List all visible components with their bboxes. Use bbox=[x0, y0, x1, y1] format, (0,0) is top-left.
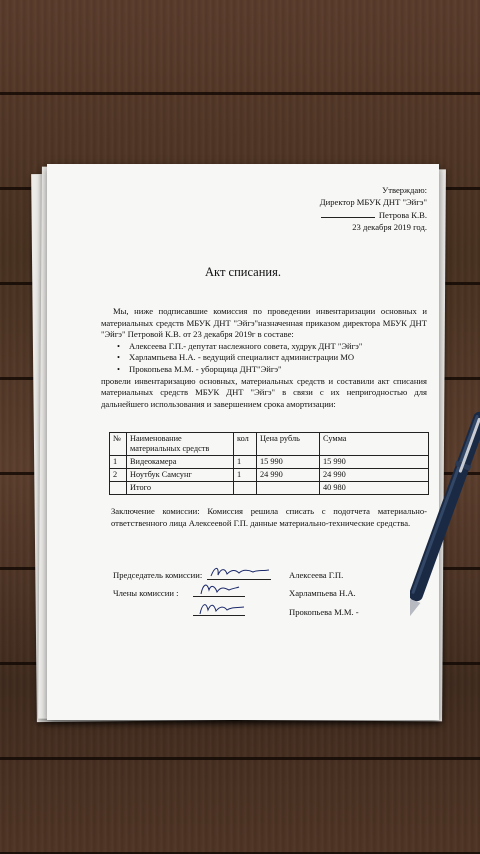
approval-line-3: Петрова К.В. bbox=[378, 209, 427, 220]
chair-name: Алексеева Г.П. bbox=[289, 570, 344, 580]
table-cell: Видеокамера bbox=[127, 455, 234, 468]
inventory-table bbox=[109, 432, 429, 495]
after-members-paragraph: провели инвентаризацию основных, материальных средств и составили акт списания материальных средств МБУК ДНТ "Эйгэ" в связи с их непригодностью для дальнейшего использования и завершением срока амортизации: bbox=[101, 375, 427, 409]
table-cell: 15 990 bbox=[257, 455, 320, 468]
total-value: 40 980 bbox=[320, 481, 429, 494]
table-total-row bbox=[110, 481, 429, 494]
column-header: Сумма bbox=[320, 433, 429, 456]
column-header: № bbox=[110, 433, 127, 456]
approval-line-1: Утверждаю: bbox=[382, 185, 427, 195]
chair-label: Председатель комиссии: bbox=[113, 570, 203, 580]
list-item: • Харлампьева Н.А. - ведущий специалист администрации МО bbox=[101, 352, 427, 364]
table-cell: 24 990 bbox=[257, 468, 320, 481]
intro-paragraph: Мы, ниже подписавшие комиссия по проведении инвентаризации основных и материальных средств МБУК ДНТ "Эйгэ"назначенная приказом директора МБУК ДНТ "Эйгэ" Петровой К.В. от 23 декабря 2019г в составе: bbox=[101, 306, 427, 340]
commission-members-list bbox=[101, 341, 427, 376]
members-label: Члены комиссии : bbox=[113, 588, 179, 598]
table-cell: 1 bbox=[234, 468, 257, 481]
table-cell: 24 990 bbox=[320, 468, 429, 481]
signature-line bbox=[321, 217, 375, 218]
conclusion-paragraph: Заключение комиссии: Комиссия решила списать с подотчета материально-ответственного лица Алексеевой Г.П. данные материально-технические средства. bbox=[111, 506, 427, 528]
member2-name: Прокопьева М.М. - bbox=[289, 607, 359, 617]
document-body bbox=[101, 306, 427, 410]
table-cell: Ноутбук Самсунг bbox=[127, 468, 234, 481]
table-cell: 2 bbox=[110, 468, 127, 481]
table-row bbox=[110, 468, 429, 481]
document-page bbox=[47, 164, 439, 720]
column-header: кол bbox=[234, 433, 257, 456]
table-header-row bbox=[110, 433, 429, 456]
approval-line-2: Директор МБУК ДНТ "Эйгэ" bbox=[319, 197, 427, 208]
member2-signature-scribble bbox=[197, 598, 247, 618]
column-header: Наименование материальных средств bbox=[127, 433, 234, 456]
total-label: Итого bbox=[127, 481, 234, 494]
approval-line-4: 23 декабря 2019 год. bbox=[352, 222, 427, 233]
pen bbox=[410, 400, 480, 630]
approval-block bbox=[320, 184, 427, 234]
document-title: Акт списания. bbox=[205, 265, 281, 279]
list-item: • Прокопьева М.М. - уборщица ДНТ"Эйгэ" bbox=[101, 364, 427, 376]
table-cell: 1 bbox=[234, 455, 257, 468]
chair-signature-scribble bbox=[209, 564, 271, 580]
table-cell: 15 990 bbox=[320, 455, 429, 468]
table-cell: 1 bbox=[110, 455, 127, 468]
list-item: • Алексеева Г.П.- депутат наслежного совета, худрук ДНТ "Эйгэ" bbox=[101, 341, 427, 353]
table-row bbox=[110, 455, 429, 468]
member1-name: Харлампьева Н.А. bbox=[289, 588, 356, 598]
column-header: Цена рубль bbox=[257, 433, 320, 456]
member1-signature-scribble bbox=[197, 580, 241, 598]
